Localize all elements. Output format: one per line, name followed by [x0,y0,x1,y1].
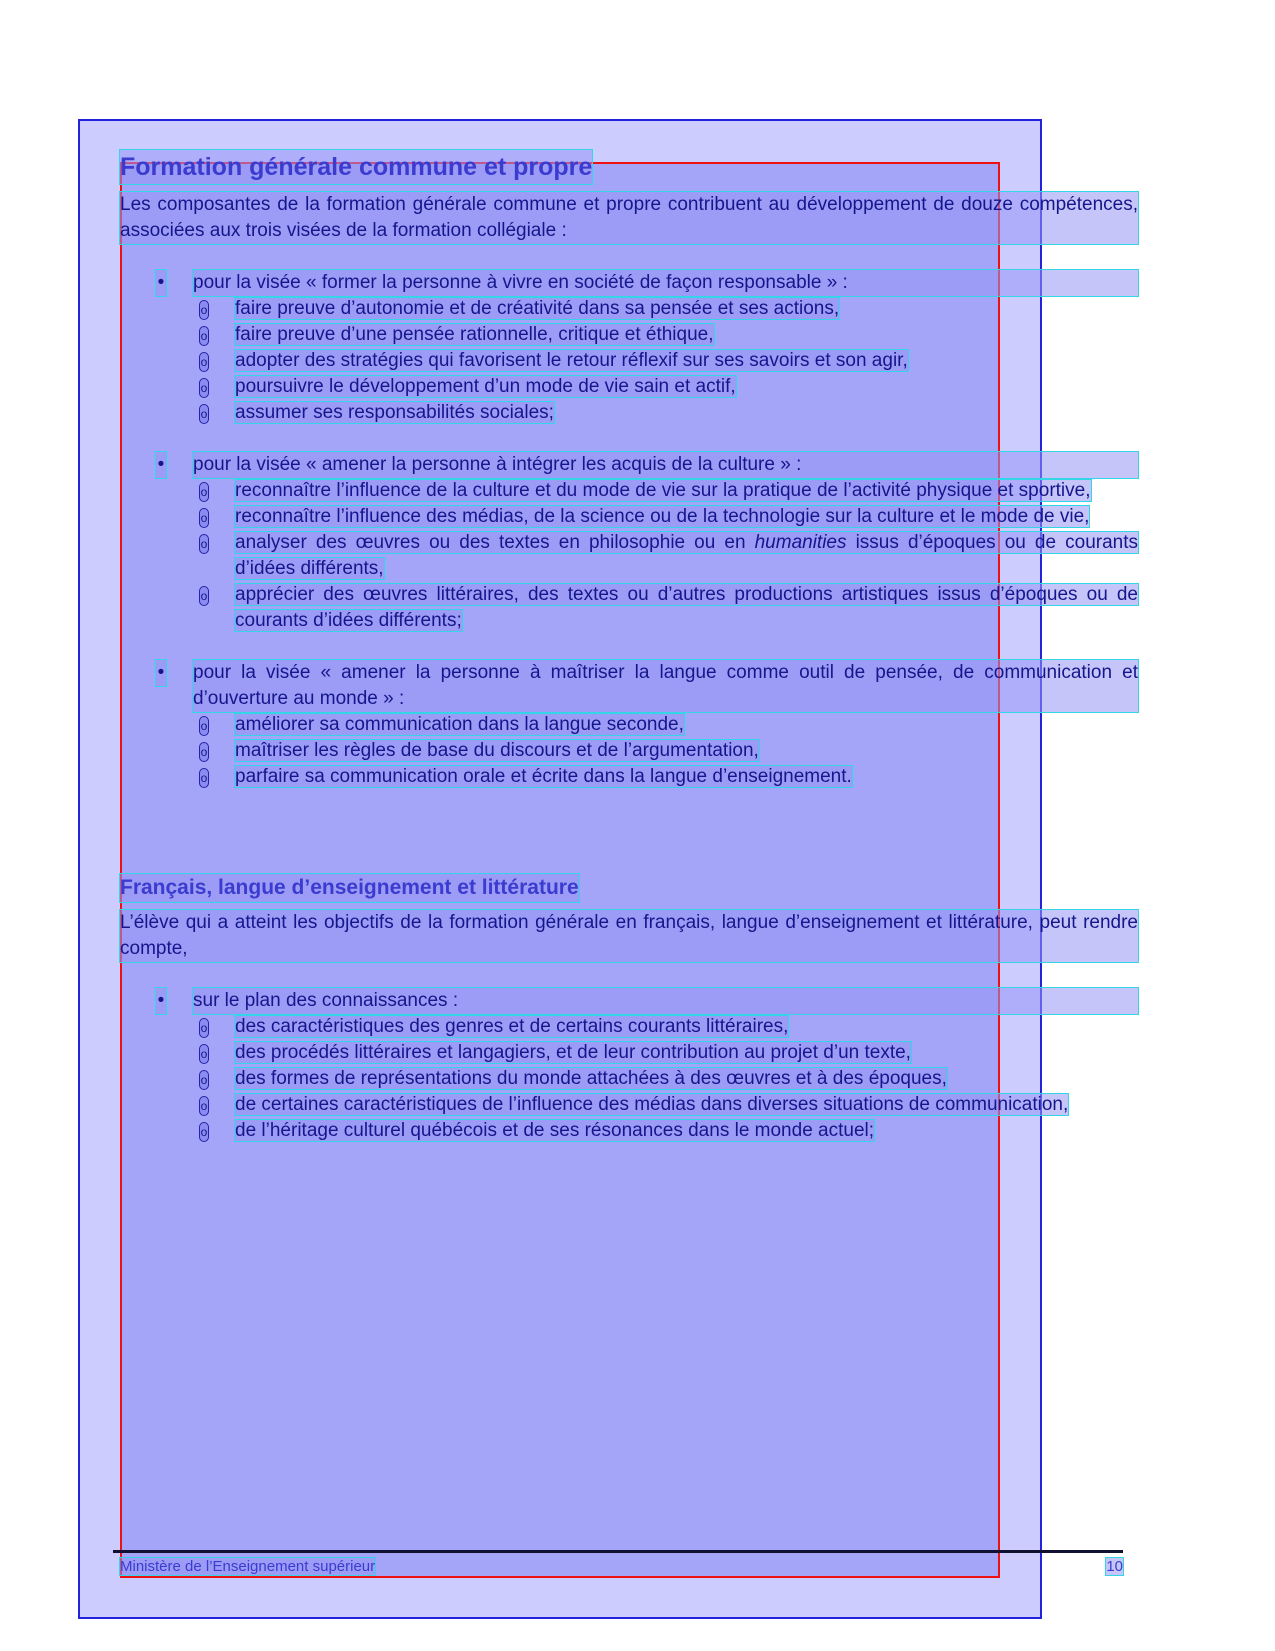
visee-heading: pour la visée « amener la personne à intégrer les acquis de la culture » : [193,452,1138,478]
list-item [193,322,1138,348]
list-item [193,504,1138,530]
list-item-text-start: analyser des œuvres ou des textes en philosophie ou en [235,532,755,553]
list-item [193,1092,1138,1118]
visee-heading: pour la visée « amener la personne à maîtriser la langue comme outil de pensée, de communication et d’ouverture au monde » : [193,660,1138,712]
circle-bullet-icon: o [199,404,209,424]
list-item-text: faire preuve d’une pensée rationnelle, critique et éthique, [235,324,714,345]
visee-item [120,452,1138,634]
plan-list [120,988,1138,1144]
bullet-icon: • [156,270,166,296]
list-item-text: assumer ses responsabilités sociales; [235,402,554,423]
circle-bullet-icon: o [199,300,209,320]
list-item-text-end: issus d’époques ou de courants d’idées différents, [235,532,1139,579]
list-item-text: reconnaître l’influence des médias, de la science ou de la technologie sur la culture et le mode de vie, [235,506,1090,527]
list-item [193,1118,1138,1144]
competence-list [193,296,1138,426]
document-body [120,150,1138,1170]
circle-bullet-icon: o [199,534,209,554]
list-item-text: améliorer sa communication dans la langue seconde, [235,714,684,735]
list-item-text: reconnaître l’influence de la culture et du mode de vie sur la pratique de l’activité physique et sportive, [235,480,1091,501]
list-item [193,764,1138,790]
circle-bullet-icon: o [199,482,209,502]
list-item-text: maîtriser les règles de base du discours et de l’argumentation, [235,740,759,761]
list-item-text: des caractéristiques des genres et de certains courants littéraires, [235,1016,789,1037]
circle-bullet-icon: o [199,1096,209,1116]
list-item-text: apprécier des œuvres littéraires, des textes ou d’autres productions artistiques issus d’époques ou de courants d’idées différents; [235,584,1138,631]
circle-bullet-icon: o [199,352,209,372]
connaissances-list [193,1014,1138,1144]
circle-bullet-icon: o [199,1018,209,1038]
visee-item [120,660,1138,790]
circle-bullet-icon: o [199,768,209,788]
list-item [193,400,1138,426]
circle-bullet-icon: o [199,378,209,398]
list-item-text: parfaire sa communication orale et écrite dans la langue d’enseignement. [235,766,852,787]
list-item-text: des procédés littéraires et langagiers, et de leur contribution au projet d’un texte, [235,1042,911,1063]
circle-bullet-icon: o [199,1044,209,1064]
bullet-icon: • [156,452,166,478]
list-item [193,1014,1138,1040]
list-item [193,374,1138,400]
list-item [193,1040,1138,1066]
circle-bullet-icon: o [199,326,209,346]
list-item [193,296,1138,322]
list-item [193,582,1138,634]
circle-bullet-icon: o [199,586,209,606]
section-intro-francais: L’élève qui a atteint les objectifs de la formation générale en français, langue d’enseignement et littérature, peut rendre compte, [120,910,1138,962]
list-item [193,712,1138,738]
section-title: Formation générale commune et propre [120,150,592,184]
circle-bullet-icon: o [199,1122,209,1142]
list-item [193,478,1138,504]
list-item-text: de l’héritage culturel québécois et de ses résonances dans le monde actuel; [235,1120,875,1141]
footer-rule [113,1550,1123,1553]
footer-ministry: Ministère de l’Enseignement supérieur [120,1558,376,1575]
list-item-text: des formes de représentations du monde attachées à des œuvres et à des époques, [235,1068,947,1089]
list-item [193,348,1138,374]
visee-item [120,270,1138,426]
bullet-icon: • [156,660,166,686]
list-item-text: faire preuve d’autonomie et de créativité dans sa pensée et ses actions, [235,298,840,319]
visee-heading: pour la visée « former la personne à vivre en société de façon responsable » : [193,270,1138,296]
plan-heading: sur le plan des connaissances : [193,988,1138,1014]
bullet-icon: • [156,988,166,1014]
circle-bullet-icon: o [199,508,209,528]
visees-list [120,270,1138,790]
plan-item [120,988,1138,1144]
list-item-text [235,532,1138,579]
list-item-text: de certaines caractéristiques de l’influence des médias dans diverses situations de communication, [235,1094,1069,1115]
circle-bullet-icon: o [199,1070,209,1090]
page-number: 10 [1106,1558,1123,1575]
italic-term: humanities [754,532,847,553]
list-item-text: poursuivre le développement d’un mode de vie sain et actif, [235,376,736,397]
competence-list [193,478,1138,634]
list-item [193,738,1138,764]
circle-bullet-icon: o [199,716,209,736]
list-item-text: adopter des stratégies qui favorisent le retour réflexif sur ses savoirs et son agir, [235,350,908,371]
list-item [193,1066,1138,1092]
section-intro: Les composantes de la formation générale commune et propre contribuent au développement de douze compétences, associées aux trois visées de la formation collégiale : [120,192,1138,244]
circle-bullet-icon: o [199,742,209,762]
list-item [193,530,1138,582]
section-title-francais: Français, langue d’enseignement et littérature [120,874,579,902]
competence-list [193,712,1138,790]
